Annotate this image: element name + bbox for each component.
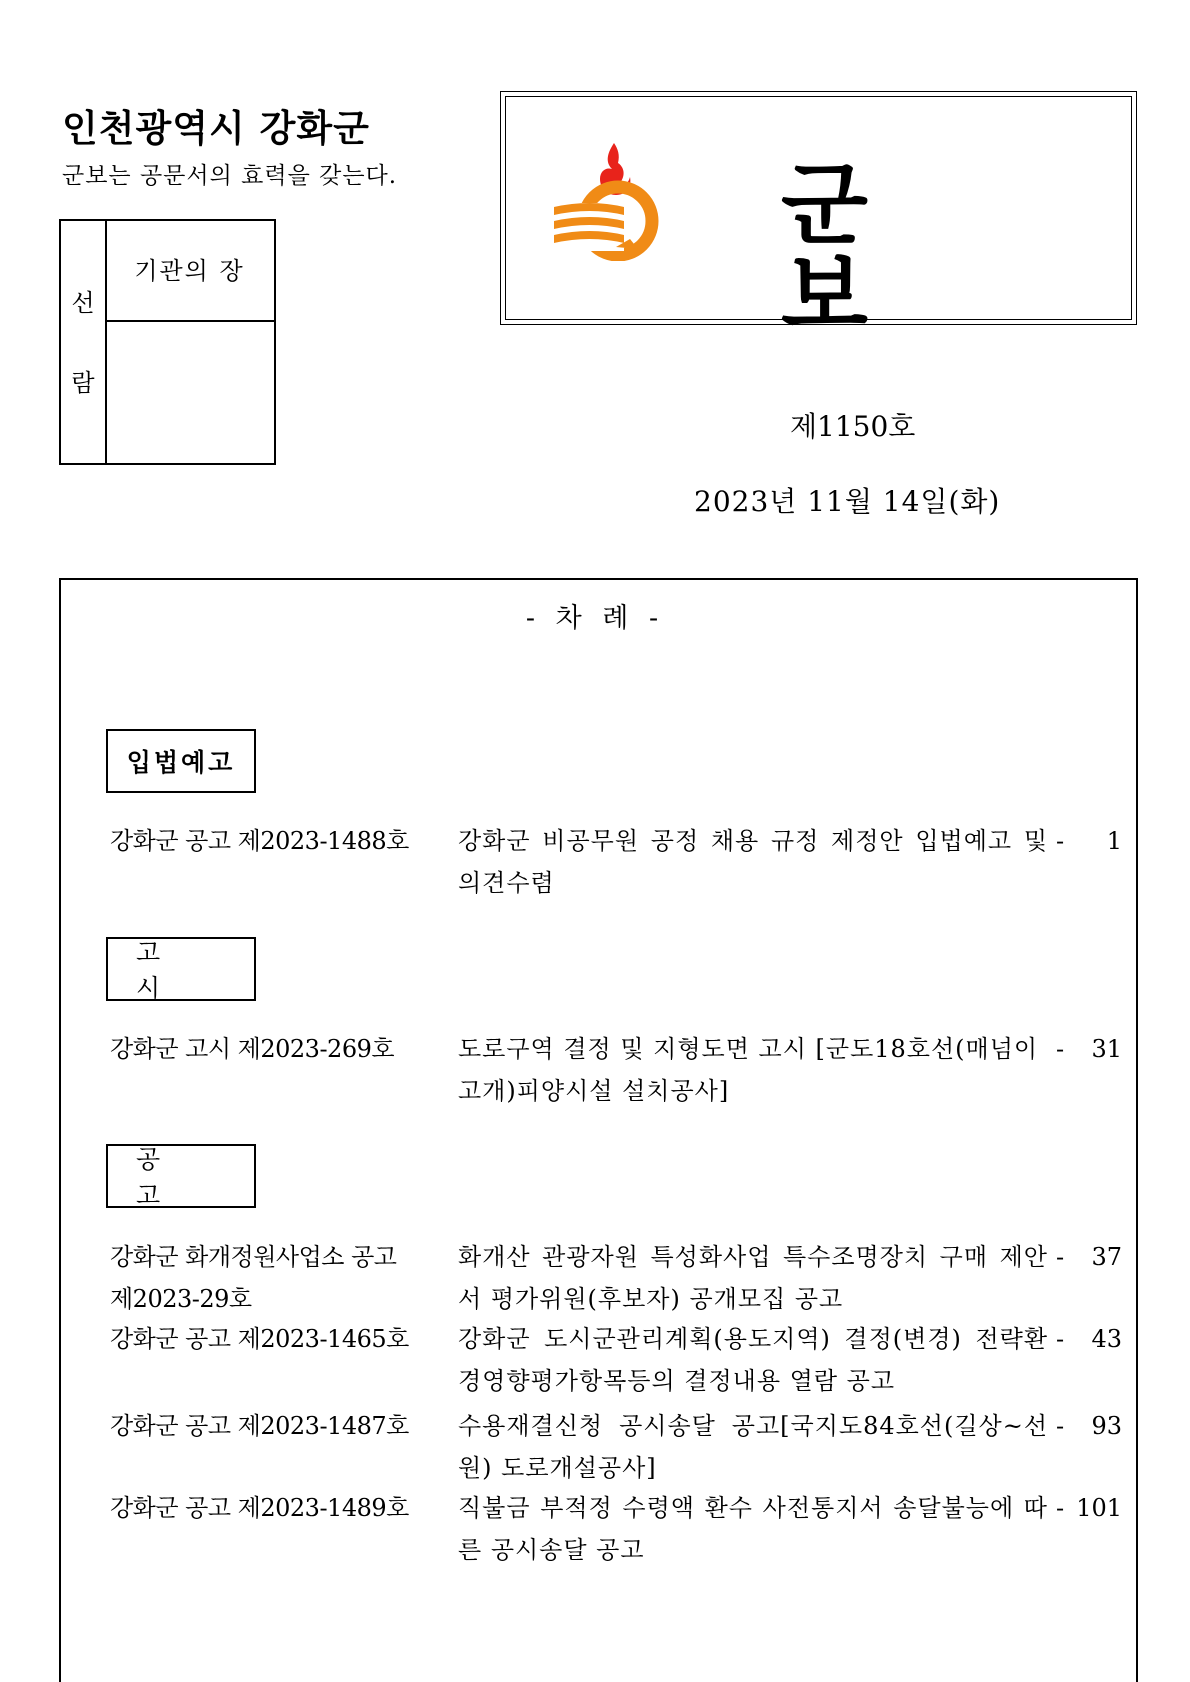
entry-page-number: 93 xyxy=(1091,1412,1122,1440)
section-label-public-notification: 고 시 xyxy=(106,937,256,1001)
section-label-announcement: 공 고 xyxy=(106,1144,256,1208)
entry-number: 강화군 공고 제2023-1489호 xyxy=(110,1494,409,1522)
entry-page-number: 31 xyxy=(1091,1035,1122,1063)
masthead-inner-frame xyxy=(505,96,1132,348)
masthead-title: 군 보 xyxy=(781,153,986,348)
entry-number: 강화군 고시 제2023-269호 xyxy=(110,1035,395,1063)
entry-number: 강화군 공고 제2023-1488호 xyxy=(110,827,409,855)
review-side-char: 람 xyxy=(71,369,95,397)
entry-title[interactable]: 강화군 비공무원 공정 채용 규정 제정안 입법예고 및 의견수렴 xyxy=(458,827,1048,897)
entry-title[interactable]: 화개산 관광자원 특성화사업 특수조명장치 구매 제안서 평가위원(후보자) 공개모집 공고 xyxy=(458,1243,1048,1313)
entry-page-number: 1 xyxy=(1106,827,1122,855)
review-head-label: 기관의 장 xyxy=(105,221,274,322)
publisher-title: 인천광역시 강화군 xyxy=(62,107,370,150)
publisher-subtitle: 군보는 공문서의 효력을 갖는다. xyxy=(62,163,398,189)
entry-title[interactable]: 강화군 도시군관리계획(용도지역) 결정(변경) 전략환경영향평가항목등의 결정내용 열람 공고 xyxy=(458,1325,1048,1395)
toc-title: - 차 례 - xyxy=(525,603,665,634)
entry-dash: - xyxy=(1056,1035,1065,1063)
review-box xyxy=(59,219,276,465)
entry-number: 강화군 공고 제2023-1487호 xyxy=(110,1412,409,1440)
entry-number: 강화군 화개정원사업소 공고 제2023-29호 xyxy=(110,1243,397,1313)
entry-dash: - xyxy=(1056,1412,1065,1440)
masthead-box xyxy=(500,91,1137,348)
entry-title[interactable]: 도로구역 결정 및 지형도면 고시 [군도18호선(매넘이고개)피양시설 설치공사] xyxy=(458,1035,1039,1105)
entry-number: 강화군 공고 제2023-1465호 xyxy=(110,1325,409,1353)
review-side-char: 선 xyxy=(71,289,95,317)
entry-page-number: 43 xyxy=(1091,1325,1122,1353)
issue-date: 2023년 11월 14일(화) xyxy=(694,485,1001,518)
issue-number: 제1150호 xyxy=(790,410,916,443)
entry-title[interactable]: 수용재결신청 공시송달 공고[국지도84호선(길상~선원) 도로개설공사] xyxy=(458,1412,1048,1482)
review-side-column xyxy=(61,221,107,463)
entry-dash: - xyxy=(1056,1325,1065,1353)
ganghwa-county-emblem-icon xyxy=(550,141,670,261)
entry-dash: - xyxy=(1056,827,1065,855)
entry-page-number: 101 xyxy=(1076,1494,1122,1522)
entry-title[interactable]: 직불금 부적정 수령액 환수 사전통지서 송달불능에 따른 공시송달 공고 xyxy=(458,1494,1048,1564)
entry-page-number: 37 xyxy=(1091,1243,1122,1271)
section-label-legislative-notice: 입법예고 xyxy=(106,729,256,793)
entry-dash: - xyxy=(1056,1494,1065,1522)
entry-dash: - xyxy=(1056,1243,1065,1271)
